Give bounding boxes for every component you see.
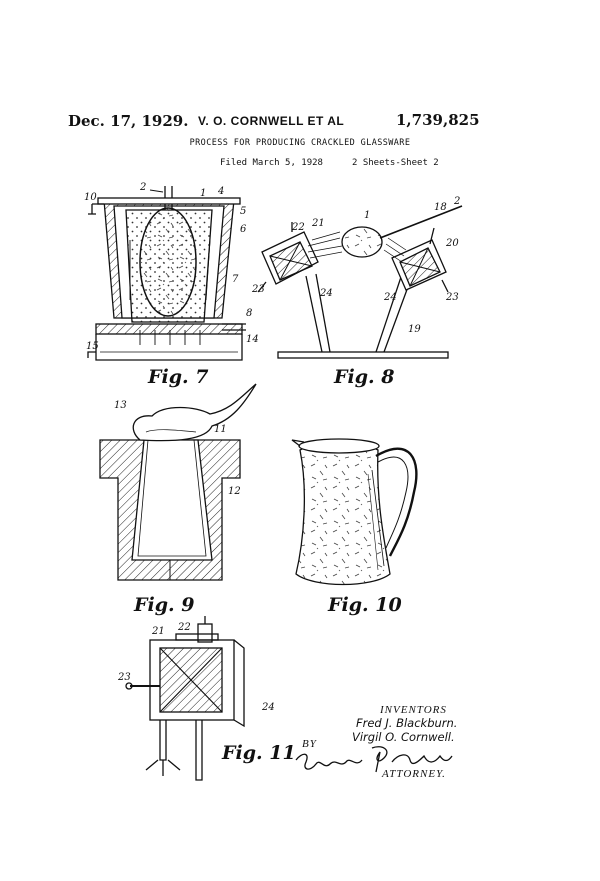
svg-text:19: 19 (408, 324, 421, 335)
figure-9-drawing (100, 384, 256, 580)
svg-text:23: 23 (446, 292, 459, 303)
figure-7-label: Fig. 7 (148, 366, 209, 388)
svg-text:2: 2 (454, 196, 461, 207)
svg-text:14: 14 (246, 334, 259, 345)
sheet-number: 2 Sheets-Sheet 2 (352, 158, 439, 168)
patent-date: Dec. 17, 1929. (68, 112, 189, 130)
patent-number: 1,739,825 (396, 111, 480, 129)
svg-text:20: 20 (446, 238, 459, 249)
inventors-label: INVENTORS (380, 704, 447, 716)
figure-8-label: Fig. 8 (334, 366, 395, 388)
figure-10-label: Fig. 10 (328, 594, 402, 616)
figure-8-drawing (258, 206, 462, 358)
svg-text:11: 11 (214, 424, 227, 435)
svg-text:22: 22 (292, 222, 305, 233)
svg-text:22: 22 (178, 622, 191, 633)
svg-text:7: 7 (232, 274, 239, 285)
svg-text:24: 24 (320, 288, 333, 299)
inventor-header: V. O. CORNWELL ET AL (198, 114, 345, 128)
inventor-name-2: Virgil O. Cornwell. (352, 730, 455, 744)
svg-text:1: 1 (364, 210, 371, 221)
figure-7-drawing (88, 186, 246, 360)
svg-text:13: 13 (114, 400, 127, 411)
attorney-label: ATTORNEY. (382, 768, 446, 780)
svg-text:2: 2 (140, 182, 147, 193)
svg-text:23: 23 (252, 284, 265, 295)
svg-text:1: 1 (200, 188, 207, 199)
by-label: BY (302, 738, 317, 750)
svg-text:18: 18 (434, 202, 447, 213)
svg-text:4: 4 (218, 186, 225, 197)
svg-text:6: 6 (240, 224, 247, 235)
svg-text:23: 23 (118, 672, 131, 683)
figure-11-label: Fig. 11 (222, 742, 296, 764)
svg-text:21: 21 (152, 626, 165, 637)
svg-text:5: 5 (240, 206, 247, 217)
svg-text:15: 15 (86, 341, 99, 352)
svg-text:24: 24 (384, 292, 397, 303)
svg-text:24: 24 (262, 702, 275, 713)
inventor-name-1: Fred J. Blackburn. (356, 716, 458, 730)
filed-date: Filed March 5, 1928 (220, 158, 323, 168)
patent-title: PROCESS FOR PRODUCING CRACKLED GLASSWARE (189, 138, 411, 148)
svg-text:12: 12 (228, 486, 241, 497)
svg-text:8: 8 (246, 308, 253, 319)
svg-text:21: 21 (312, 218, 325, 229)
svg-text:10: 10 (84, 192, 97, 203)
figure-10-drawing (292, 439, 416, 585)
figure-9-label: Fig. 9 (134, 594, 195, 616)
